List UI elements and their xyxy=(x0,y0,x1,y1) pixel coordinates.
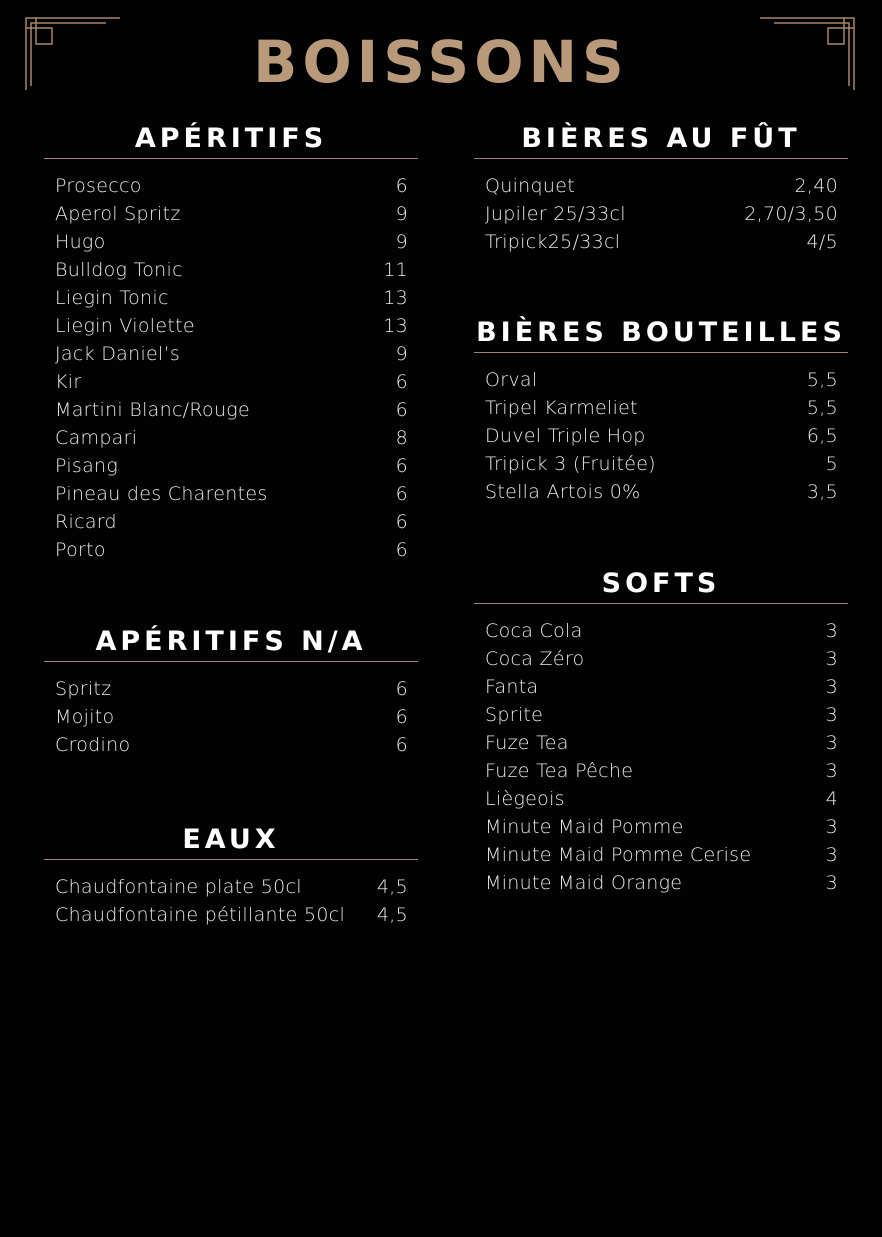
item-price: 11 xyxy=(383,259,408,281)
menu-item xyxy=(44,340,418,368)
item-name: Pineau des Charentes xyxy=(55,483,268,505)
menu-item xyxy=(474,450,848,478)
menu-item xyxy=(474,172,848,200)
item-price: 6,5 xyxy=(806,425,838,447)
item-name: Coca Cola xyxy=(485,620,583,642)
item-price: 5,5 xyxy=(806,397,838,419)
section-divider xyxy=(44,859,418,860)
item-name: Chaudfontaine plate 50cl xyxy=(55,876,302,898)
item-name: Chaudfontaine pétillante 50cl xyxy=(55,904,346,926)
menu-item xyxy=(474,757,848,785)
item-price: 5,5 xyxy=(806,369,838,391)
item-name: Mojito xyxy=(55,706,115,728)
item-price: 4/5 xyxy=(806,231,838,253)
menu-item xyxy=(44,901,418,929)
item-list xyxy=(44,873,418,929)
item-name: Minute Maid Pomme xyxy=(485,816,684,838)
item-price: 3 xyxy=(825,732,838,754)
menu-item xyxy=(44,675,418,703)
item-price: 3 xyxy=(825,648,838,670)
section-divider xyxy=(474,158,848,159)
item-price: 3 xyxy=(825,676,838,698)
item-name: Orval xyxy=(485,369,538,391)
section-divider xyxy=(474,352,848,353)
menu-item xyxy=(474,841,848,869)
menu-item xyxy=(44,228,418,256)
menu-item xyxy=(474,869,848,897)
item-price: 3 xyxy=(825,620,838,642)
menu-item xyxy=(474,200,848,228)
menu-item xyxy=(44,703,418,731)
section-eaux xyxy=(44,821,418,929)
item-price: 3 xyxy=(825,760,838,782)
section-bieres-bouteilles xyxy=(474,314,848,506)
item-name: Liegin Tonic xyxy=(55,287,169,309)
item-list xyxy=(474,172,848,256)
section-title: BIÈRES BOUTEILLES xyxy=(476,317,846,348)
item-list xyxy=(474,366,848,506)
item-name: Tripick25/33cl xyxy=(485,231,621,253)
item-price: 2,40 xyxy=(794,175,838,197)
item-name: Bulldog Tonic xyxy=(55,259,183,281)
section-divider xyxy=(474,603,848,604)
menu-item xyxy=(44,452,418,480)
item-price: 3 xyxy=(825,816,838,838)
item-price: 2,70/3,50 xyxy=(744,203,838,225)
item-name: Prosecco xyxy=(55,175,142,197)
item-price: 3 xyxy=(825,844,838,866)
section-aperitifs xyxy=(44,120,418,564)
section-softs xyxy=(474,565,848,897)
section-divider xyxy=(44,158,418,159)
item-price: 6 xyxy=(395,539,408,561)
item-name: Liègeois xyxy=(485,788,565,810)
item-name: Duvel Triple Hop xyxy=(485,425,646,447)
menu-item xyxy=(474,813,848,841)
menu-item xyxy=(44,284,418,312)
section-title: APÉRITIFS xyxy=(134,123,328,154)
item-name: Porto xyxy=(55,539,106,561)
item-name: Kir xyxy=(55,371,82,393)
item-name: Pisang xyxy=(55,455,119,477)
item-name: Hugo xyxy=(55,231,106,253)
section-title: APÉRITIFS N/A xyxy=(95,626,367,657)
section-bieres-au-fut xyxy=(474,120,848,256)
section-title: BIÈRES AU FÛT xyxy=(521,123,801,154)
menu-item xyxy=(474,673,848,701)
menu-item xyxy=(44,480,418,508)
item-name: Jack Daniel’s xyxy=(55,343,181,365)
item-name: Fuze Tea Pêche xyxy=(485,760,634,782)
item-name: Stella Artois 0% xyxy=(485,481,641,503)
item-name: Aperol Spritz xyxy=(55,203,181,225)
section-aperitifs-na xyxy=(44,623,418,759)
section-title: SOFTS xyxy=(601,568,721,599)
item-name: Fanta xyxy=(485,676,539,698)
item-name: Campari xyxy=(55,427,138,449)
item-price: 6 xyxy=(395,371,408,393)
menu-item xyxy=(44,256,418,284)
item-price: 3 xyxy=(825,704,838,726)
item-price: 9 xyxy=(395,343,408,365)
item-name: Quinquet xyxy=(485,175,575,197)
menu-item xyxy=(44,424,418,452)
item-list xyxy=(44,172,418,564)
item-price: 13 xyxy=(383,315,408,337)
section-divider xyxy=(44,661,418,662)
item-price: 3,5 xyxy=(806,481,838,503)
menu-item xyxy=(474,701,848,729)
menu-item xyxy=(474,617,848,645)
item-price: 3 xyxy=(825,872,838,894)
item-price: 6 xyxy=(395,511,408,533)
menu-item xyxy=(474,228,848,256)
menu-item xyxy=(44,172,418,200)
item-name: Coca Zéro xyxy=(485,648,585,670)
item-price: 9 xyxy=(395,231,408,253)
menu-item xyxy=(474,478,848,506)
item-price: 13 xyxy=(383,287,408,309)
item-name: Tripick 3 (Fruitée) xyxy=(485,453,656,475)
menu-item xyxy=(44,536,418,564)
menu-item xyxy=(44,368,418,396)
item-price: 8 xyxy=(395,427,408,449)
item-name: Crodino xyxy=(55,734,131,756)
item-name: Spritz xyxy=(55,678,112,700)
menu-item xyxy=(474,645,848,673)
item-price: 6 xyxy=(395,678,408,700)
item-name: Liegin Violette xyxy=(55,315,195,337)
item-name: Minute Maid Orange xyxy=(485,872,683,894)
item-price: 4,5 xyxy=(376,876,408,898)
menu-item xyxy=(44,312,418,340)
menu-item xyxy=(474,394,848,422)
menu-item xyxy=(44,873,418,901)
item-price: 5 xyxy=(825,453,838,475)
menu-item xyxy=(44,508,418,536)
item-name: Jupiler 25/33cl xyxy=(485,203,626,225)
item-price: 4 xyxy=(825,788,838,810)
menu-item xyxy=(44,200,418,228)
menu-item xyxy=(474,729,848,757)
item-price: 6 xyxy=(395,399,408,421)
item-price: 6 xyxy=(395,175,408,197)
item-name: Martini Blanc/Rouge xyxy=(55,399,250,421)
page-title: BOISSONS xyxy=(253,28,629,96)
item-list xyxy=(44,675,418,759)
item-name: Ricard xyxy=(55,511,117,533)
item-name: Sprite xyxy=(485,704,544,726)
item-price: 9 xyxy=(395,203,408,225)
menu-item xyxy=(474,422,848,450)
section-title: EAUX xyxy=(182,824,280,855)
item-price: 6 xyxy=(395,734,408,756)
menu-item xyxy=(474,785,848,813)
item-name: Fuze Tea xyxy=(485,732,569,754)
item-price: 6 xyxy=(395,455,408,477)
menu-item xyxy=(44,731,418,759)
item-price: 4,5 xyxy=(376,904,408,926)
item-list xyxy=(474,617,848,897)
item-name: Tripel Karmeliet xyxy=(485,397,638,419)
menu-item xyxy=(44,396,418,424)
item-price: 6 xyxy=(395,483,408,505)
item-name: Minute Maid Pomme Cerise xyxy=(485,844,752,866)
menu-item xyxy=(474,366,848,394)
item-price: 6 xyxy=(395,706,408,728)
